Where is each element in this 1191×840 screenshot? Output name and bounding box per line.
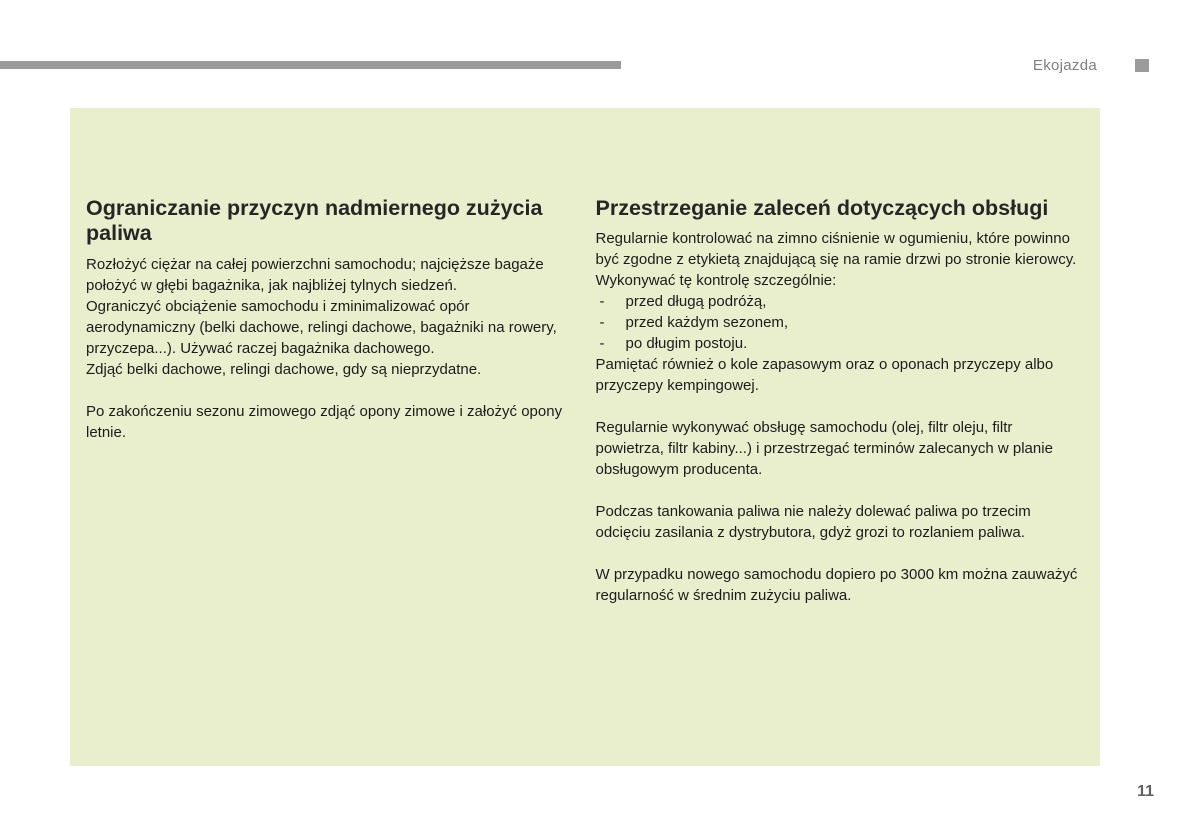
paragraph-check-intro: Wykonywać tę kontrolę szczególnie: — [595, 272, 837, 290]
list-bullet: - — [599, 335, 605, 353]
section-heading-right: Przestrzeganie zaleceń dotyczących obsługi — [595, 196, 1049, 220]
list-item — [596, 291, 1085, 312]
paragraph-new-car: W przypadku nowego samochodu dopiero po 3000 km można zauważyć regularność w średnim zużyciu paliwa. — [595, 566, 1078, 605]
paragraph-load-distribution: Rozłożyć ciężar na całej powierzchni samochodu; najcięższe bagaże położyć w głębi bagażnika, jak najbliżej tylnych siedzeń. — [86, 255, 544, 294]
content-panel — [70, 108, 1100, 766]
list-bullet: - — [599, 293, 605, 311]
list-bullet: - — [599, 314, 605, 332]
header-rule — [0, 61, 621, 69]
page-number: 11 — [1137, 783, 1154, 800]
list-item — [596, 333, 1085, 354]
chapter-marker-square — [1135, 59, 1149, 72]
list-item — [596, 312, 1085, 333]
list-item-text: przed długą podróżą, — [625, 293, 767, 311]
left-column — [86, 196, 575, 606]
paragraph-roof-bars: Zdjąć belki dachowe, relingi dachowe, gdy są nieprzydatne. — [86, 360, 482, 378]
list-item-text: po długim postoju. — [625, 335, 748, 353]
paragraph-tyre-pressure: Regularnie kontrolować na zimno ciśnienie w ogumieniu, które powinno być zgodne z etykietą znajdującą się na ramie drzwi po stronie kierowcy. — [595, 230, 1077, 269]
two-column-layout — [86, 196, 1084, 606]
paragraph-refuelling: Podczas tankowania paliwa nie należy dolewać paliwa po trzecim odcięciu zasilania z dystrybutora, gdyż grozi to rozlaniem paliwa. — [595, 503, 1031, 542]
paragraph-aerodynamics: Ograniczyć obciążenie samochodu i zminimalizować opór aerodynamiczny (belki dachowe, relingi dachowe, bagażniki na rowery, przyczepa...). Używać raczej bagażnika dachowego. — [86, 297, 557, 357]
paragraph-servicing: Regularnie wykonywać obsługę samochodu (olej, filtr oleju, filtr powietrza, filtr kabiny...) i przestrzegać terminów zalecanych w planie obsługowym producenta. — [595, 419, 1053, 479]
list-item-text: przed każdym sezonem, — [625, 314, 789, 332]
paragraph-spare-wheel: Pamiętać również o kole zapasowym oraz o oponach przyczepy albo przyczepy kempingowej. — [595, 356, 1054, 395]
chapter-title: Ekojazda — [1032, 57, 1097, 74]
right-column — [596, 196, 1085, 606]
section-heading-left: Ograniczanie przyczyn nadmiernego zużycia paliwa — [86, 196, 543, 246]
paragraph-winter-tyres: Po zakończeniu sezonu zimowego zdjąć opony zimowe i założyć opony letnie. — [86, 402, 563, 441]
